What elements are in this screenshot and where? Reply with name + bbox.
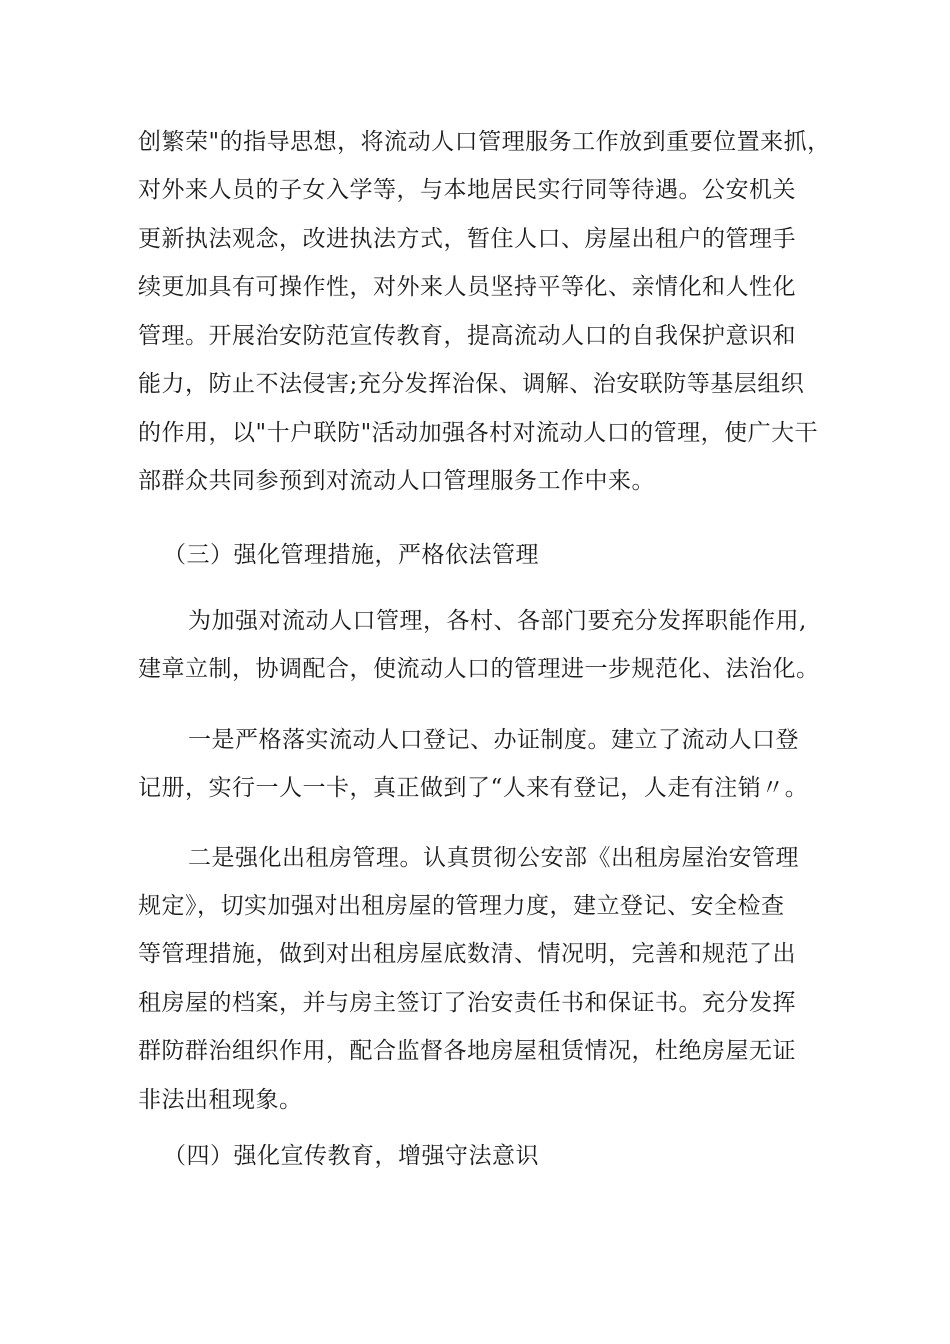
paragraph-1-line-8: 部群众共同参预到对流动人口管理服务工作中来。 (138, 468, 655, 494)
paragraph-1-line-4: 续更加具有可操作性，对外来人员坚持平等化、亲情化和人性化 (138, 274, 796, 300)
paragraph-4-line-1: 二是强化出租房管理。认真贯彻公安部《出租房屋治安管理 (188, 845, 799, 871)
paragraph-2-line-1: 为加强对流动人口管理，各村、各部门要充分发挥职能作用, (188, 608, 807, 634)
paragraph-1-line-5: 管理。开展治安防范宣传教育，提高流动人口的自我保护意识和 (138, 323, 796, 349)
paragraph-2-line-2: 建章立制，协调配合，使流动人口的管理进一步规范化、法治化。 (138, 656, 820, 682)
paragraph-4-line-6: 非法出租现象。 (138, 1087, 303, 1113)
paragraph-4-line-5: 群防群治组织作用，配合监督各地房屋租赁情况，杜绝房屋无证 (138, 1038, 796, 1064)
paragraph-1-line-2: 对外来人员的子女入学等，与本地居民实行同等待遇。公安机关 (138, 177, 796, 203)
paragraph-3-line-2: 记册，实行一人一卡，真正做到了“人来有登记，人走有注销〃。 (138, 775, 809, 801)
section-heading-3: （三）强化管理措施，严格依法管理 (163, 542, 539, 568)
paragraph-4-line-4: 租房屋的档案，并与房主签订了治安责任书和保证书。充分发挥 (138, 990, 796, 1016)
paragraph-1-line-3: 更新执法观念，改进执法方式，暂住人口、房屋出租户的管理手 (138, 226, 796, 252)
section-heading-4: （四）强化宣传教育，增强守法意识 (163, 1143, 539, 1169)
paragraph-3-line-1: 一是严格落实流动人口登记、办证制度。建立了流动人口登 (188, 727, 799, 753)
paragraph-4-line-2: 规定》，切实加强对出租房屋的管理力度，建立登记、安全检查 (138, 893, 785, 919)
paragraph-1-line-1: 创繁荣"的指导思想，将流动人口管理服务工作放到重要位置来抓， (138, 129, 831, 155)
paragraph-1-line-6: 能力，防止不法侵害;充分发挥治保、调解、治安联防等基层组织 (138, 371, 805, 397)
paragraph-1-line-7: 的作用，以"十户联防"活动加强各村对流动人口的管理，使广大干 (138, 420, 819, 446)
paragraph-4-line-3: 等管理措施，做到对出租房屋底数清、情况明，完善和规范了出 (138, 941, 796, 967)
